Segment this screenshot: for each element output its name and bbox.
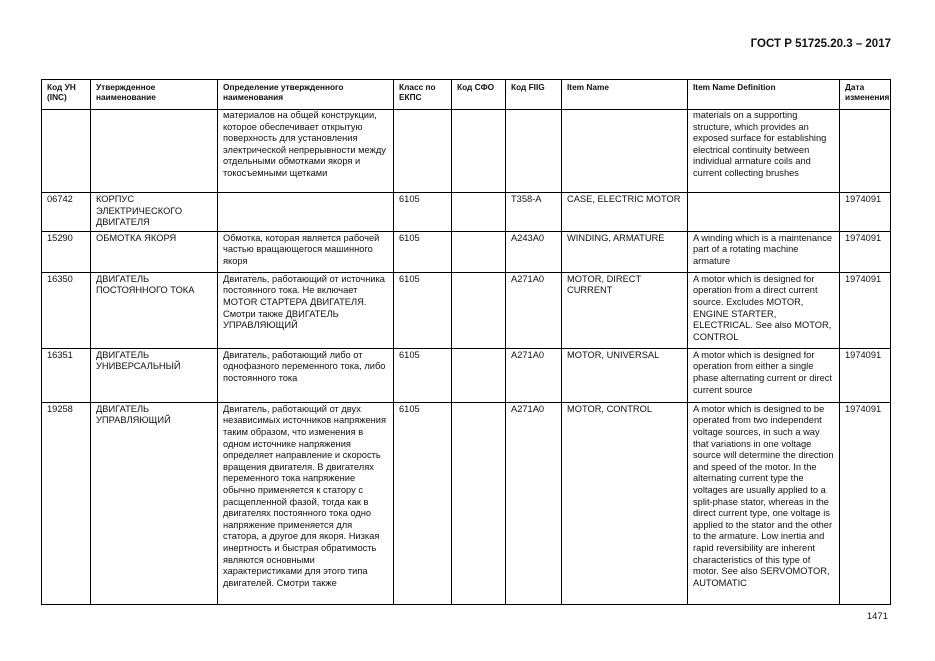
cell-definition-ru	[218, 193, 394, 232]
items-table	[41, 79, 891, 605]
cell-name-ru	[91, 110, 218, 193]
cell-item-name: WINDING, ARMATURE	[562, 231, 688, 272]
cell-definition-en: A motor which is designed for operation from either a single phase alternating current or direct current source	[688, 348, 840, 402]
cell-item-name: CASE, ELECTRIC MOTOR	[562, 193, 688, 232]
cell-class: 6105	[394, 193, 452, 232]
cell-fiig: A243A0	[506, 231, 562, 272]
cell-definition-ru: Двигатель, работающий от источника постоянного тока. Не включает MOTOR СТАРТЕРА ДВИГАТЕЛЯ. Смотри также ДВИГАТЕЛЬ УПРАВЛЯЮЩИЙ	[218, 272, 394, 348]
cell-inc: 16350	[42, 272, 91, 348]
cell-definition-ru: Обмотка, которая является рабочей частью вращающегося машинного якоря	[218, 231, 394, 272]
cell-date: 1974091	[840, 402, 891, 604]
cell-name-ru: ОБМОТКА ЯКОРЯ	[91, 231, 218, 272]
column-header-item-name: Item Name	[562, 80, 688, 110]
cell-sfo	[452, 110, 506, 193]
cell-class: 6105	[394, 231, 452, 272]
cell-sfo	[452, 402, 506, 604]
cell-definition-en: A motor which is designed to be operated from two independent voltage sources, in such a way that variations in one voltage source will determine the direction and speed of the motor. In the alternating current type the voltages are usually applied to a split-phase stator, whereas in the direct current type, one voltage is applied to the stator and the other to the armature. Low inertia and rapid reversibility are inherent characteristics of this type of motor. See also SERVOMOTOR, AUTOMATIC	[688, 402, 840, 604]
cell-name-ru: ДВИГАТЕЛЬ УНИВЕРСАЛЬНЫЙ	[91, 348, 218, 402]
cell-date: 1974091	[840, 193, 891, 232]
table-header-row	[42, 80, 891, 110]
cell-name-ru: КОРПУС ЭЛЕКТРИЧЕСКОГО ДВИГАТЕЛЯ	[91, 193, 218, 232]
cell-sfo	[452, 231, 506, 272]
cell-inc: 16351	[42, 348, 91, 402]
cell-item-name: MOTOR, CONTROL	[562, 402, 688, 604]
cell-class: 6105	[394, 402, 452, 604]
cell-date	[840, 110, 891, 193]
column-header-date: Дата изменения	[840, 80, 891, 110]
cell-date: 1974091	[840, 272, 891, 348]
cell-name-ru: ДВИГАТЕЛЬ ПОСТОЯННОГО ТОКА	[91, 272, 218, 348]
cell-inc: 15290	[42, 231, 91, 272]
cell-item-name	[562, 110, 688, 193]
cell-definition-ru: Двигатель, работающий от двух независимых источников напряжения таким образом, что изменения в одном источнике напряжения определяет направление и скорость вращения двигателя. В двигателях переменного тока напряжение обычно применяется к статору с расщепленной фазой, тогда как в двигателях постоянного тока одно напряжение применяется для статора, а другое для якоря. Низкая инертность и быстрая обратимость являются основными характеристиками для этого типа двигателей. Смотри также	[218, 402, 394, 604]
cell-inc: 19258	[42, 402, 91, 604]
table-row	[42, 402, 891, 604]
cell-sfo	[452, 348, 506, 402]
cell-fiig: A271A0	[506, 348, 562, 402]
column-header-inc: Код УН (INC)	[42, 80, 91, 110]
column-header-definition-en: Item Name Definition	[688, 80, 840, 110]
table-row	[42, 272, 891, 348]
cell-definition-en	[688, 193, 840, 232]
cell-item-name: MOTOR, UNIVERSAL	[562, 348, 688, 402]
cell-fiig	[506, 110, 562, 193]
table-row	[42, 231, 891, 272]
column-header-sfo: Код СФО	[452, 80, 506, 110]
cell-sfo	[452, 193, 506, 232]
table-row	[42, 348, 891, 402]
cell-sfo	[452, 272, 506, 348]
column-header-name-ru: Утвержденное наименование	[91, 80, 218, 110]
cell-definition-en: materials on a supporting structure, which provides an exposed surface for establishing electrical continuity between individual armature coils and current collecting brushes	[688, 110, 840, 193]
document-code: ГОСТ Р 51725.20.3 – 2017	[750, 38, 891, 50]
table-row	[42, 193, 891, 232]
cell-definition-ru: Двигатель, работающий либо от однофазного переменного тока, либо постоянного тока	[218, 348, 394, 402]
cell-inc: 06742	[42, 193, 91, 232]
cell-fiig: A271A0	[506, 402, 562, 604]
column-header-definition-ru: Определение утвержденного наименования	[218, 80, 394, 110]
cell-class: 6105	[394, 272, 452, 348]
cell-fiig: T358-A	[506, 193, 562, 232]
cell-date: 1974091	[840, 231, 891, 272]
cell-definition-ru: материалов на общей конструкции, которое обеспечивает открытую поверхность для установления электрической непрерывности между отдельными обмотками якоря и токосъемными щетками	[218, 110, 394, 193]
table-row-continuation	[42, 110, 891, 193]
cell-date: 1974091	[840, 348, 891, 402]
column-header-fiig: Код FIIG	[506, 80, 562, 110]
page-number: 1471	[866, 611, 888, 622]
cell-name-ru: ДВИГАТЕЛЬ УПРАВЛЯЮЩИЙ	[91, 402, 218, 604]
column-header-class: Класс по ЕКПС	[394, 80, 452, 110]
cell-definition-en: A motor which is designed for operation from a direct current source. Excludes MOTOR, ENGINE STARTER, ELECTRICAL. See also MOTOR, CONTROL	[688, 272, 840, 348]
cell-definition-en: A winding which is a maintenance part of a rotating machine armature	[688, 231, 840, 272]
cell-class	[394, 110, 452, 193]
cell-fiig: A271A0	[506, 272, 562, 348]
cell-inc	[42, 110, 91, 193]
cell-class: 6105	[394, 348, 452, 402]
cell-item-name: MOTOR, DIRECT CURRENT	[562, 272, 688, 348]
